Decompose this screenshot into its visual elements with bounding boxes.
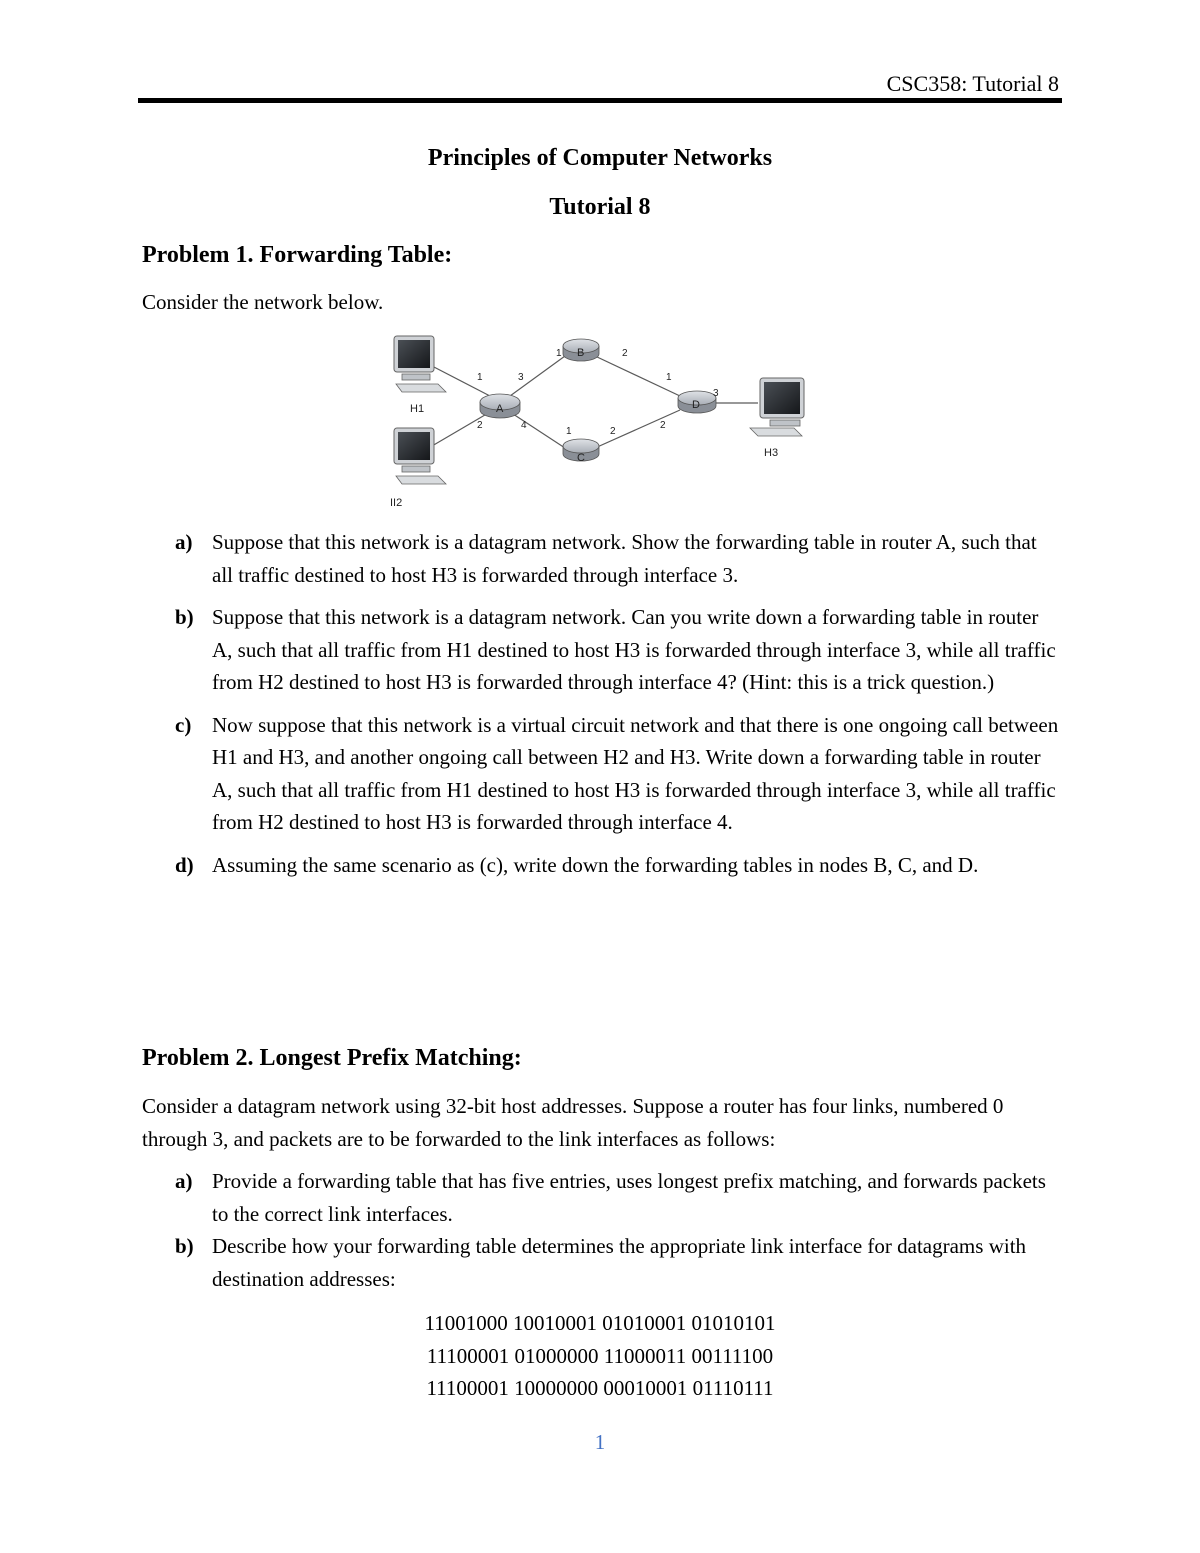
address-line: 11100001 01000000 11000011 00111100 [426, 1343, 774, 1368]
problem1-heading: Problem 1. Forwarding Table: [142, 242, 453, 268]
item-text: Assuming the same scenario as (c), write down the forwarding tables in nodes B, C, and D. [212, 852, 979, 877]
problem2-intro: Consider a datagram network using 32-bit host addresses. Suppose a router has four links, numbered 0 through 3, and packets are to be forwarded to the link interfaces as follows: [142, 1094, 1004, 1151]
host-h3-icon [750, 378, 804, 436]
item-marker: a) [175, 1169, 193, 1193]
item-text: Suppose that this network is a datagram network. Can you write down a forwarding table in router A, such that all traffic from H1 destined to host H3 is forwarded through interface 3, while all traffic from H2 destined to host H3 is forwarded through interface 4? (Hint: this is a trick question.) [212, 605, 1056, 694]
port-c1: 1 [566, 426, 572, 437]
router-c-label: C [577, 452, 585, 464]
router-d-label: D [692, 399, 700, 411]
problem2-questions [142, 1165, 1062, 1295]
host-h2-label: II2 [390, 497, 403, 509]
item-text: Describe how your forwarding table determines the appropriate link interface for datagrams with destination addresses: [212, 1234, 1027, 1291]
list-item [142, 1230, 1062, 1295]
port-d2: 2 [660, 420, 666, 431]
item-text: Now suppose that this network is a virtual circuit network and that there is one ongoing call between H1 and H3, and another ongoing call between H2 and H3. Write down a forwarding table in router A, such that all traffic from H1 destined to host H3 is forwarded through interface 3, while all traffic from H2 destined to host H3 is forwarded through interface 4. [212, 712, 1059, 834]
list-item [142, 1165, 1062, 1230]
document-subtitle: Tutorial 8 [549, 194, 651, 220]
address-line: 11100001 10000000 00010001 01110111 [426, 1376, 774, 1400]
router-b-label: B [577, 347, 585, 359]
item-marker: b) [175, 1234, 194, 1258]
document-title: Principles of Computer Networks [427, 145, 773, 171]
item-marker: b) [175, 605, 194, 629]
host-h1-label: H1 [410, 403, 425, 415]
port-c2: 2 [610, 426, 616, 437]
item-marker: d) [175, 852, 194, 877]
port-a3: 3 [518, 372, 524, 383]
header-rule [138, 98, 1062, 103]
destination-addresses [0, 1307, 1200, 1405]
problem2-heading: Problem 2. Longest Prefix Matching: [142, 1045, 522, 1071]
network-diagram [380, 328, 820, 513]
header-label: CSC358: Tutorial 8 [886, 71, 1059, 96]
host-h2-icon [394, 428, 446, 484]
item-marker: c) [175, 712, 192, 737]
page-number: 1 [594, 1430, 606, 1454]
address-line: 11001000 10010001 01010001 01010101 [424, 1311, 776, 1335]
problem1-questions [142, 526, 1062, 881]
port-a1: 1 [477, 372, 483, 383]
port-d3: 3 [713, 388, 719, 399]
host-h3-label: H3 [764, 447, 779, 459]
router-a-label: A [496, 403, 504, 415]
port-a4: 4 [521, 420, 527, 431]
problem1-intro: Consider the network below. [142, 290, 384, 314]
list-item [142, 849, 1062, 882]
list-item [142, 601, 1062, 699]
port-a2: 2 [477, 420, 483, 431]
item-text: Provide a forwarding table that has five entries, uses longest prefix matching, and forwards packets to the correct link interfaces. [212, 1169, 1046, 1226]
port-b1: 1 [556, 348, 562, 359]
list-item [142, 709, 1062, 839]
item-text: Suppose that this network is a datagram network. Show the forwarding table in router A, such that all traffic destined to host H3 is forwarded through interface 3. [212, 530, 1037, 587]
host-h1-icon [394, 336, 446, 392]
port-d1: 1 [666, 372, 672, 383]
port-b2: 2 [622, 348, 628, 359]
item-marker: a) [175, 530, 193, 554]
list-item [142, 526, 1062, 591]
